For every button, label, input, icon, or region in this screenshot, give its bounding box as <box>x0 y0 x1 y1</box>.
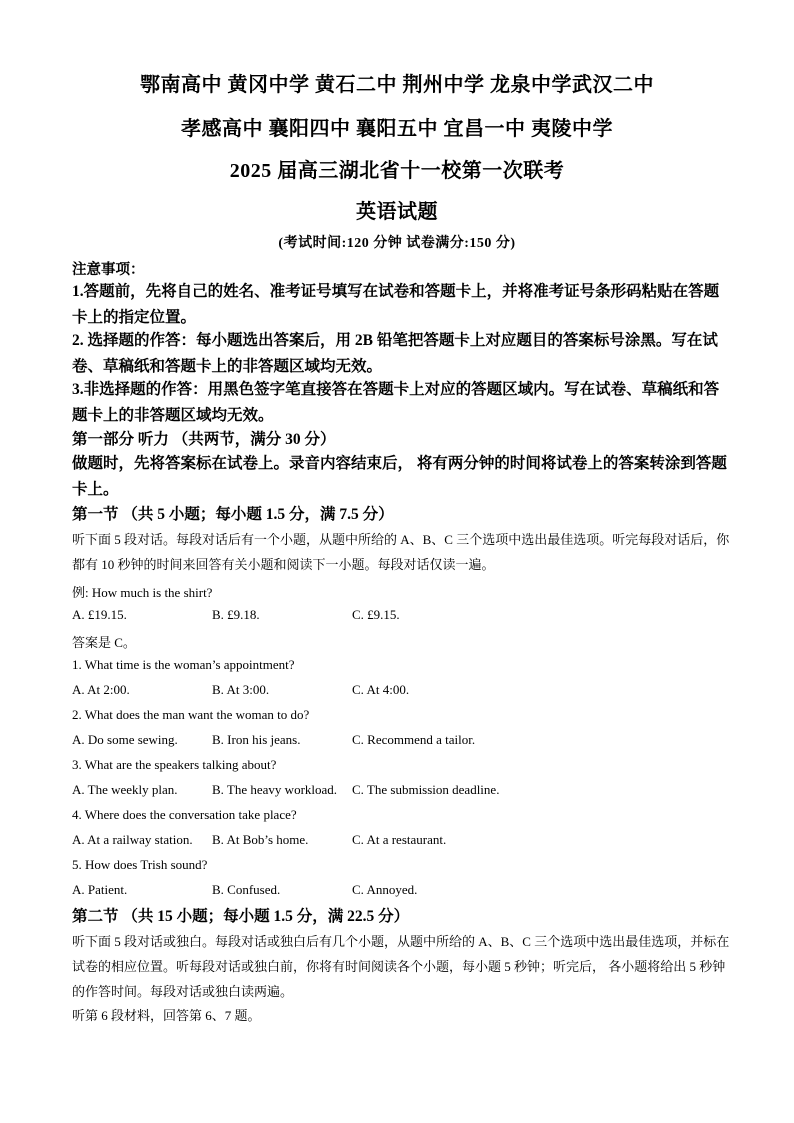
question-4: 4. Where does the conversation take place? <box>72 807 297 822</box>
notice-item-3: 3.非选择题的作答：用黑色签字笔直接答在答题卡上对应的答题区域内。写在试卷、草稿纸和答题卡上的非答题区域均无效。 <box>72 381 720 424</box>
q3-option-c: C. The submission deadline. <box>352 782 500 797</box>
example-option-a: A. £19.15. <box>72 607 127 622</box>
q4-option-a: A. At a railway station. <box>72 832 193 847</box>
q4-option-c: C. At a restaurant. <box>352 832 447 847</box>
q5-option-c: C. Annoyed. <box>352 882 418 897</box>
q1-option-c: C. At 4:00. <box>352 682 410 697</box>
q3-option-a: A. The weekly plan. <box>72 782 178 797</box>
example-option-c: C. £9.15. <box>352 607 400 622</box>
q1-option-a: A. At 2:00. <box>72 682 130 697</box>
section2-material: 听第 6 段材料，回答第 6、7 题。 <box>72 1008 261 1023</box>
part1-note: 做题时，先将答案标在试卷上。录音内容结束后， 将有两分钟的时间将试卷上的答案转涂到答题卡上。 <box>72 455 727 498</box>
schools-line-2: 孝感高中 襄阳四中 襄阳五中 宜昌一中 夷陵中学 <box>181 118 613 140</box>
question-2: 2. What does the man want the woman to do? <box>72 707 310 722</box>
question-1: 1. What time is the woman’s appointment? <box>72 657 295 672</box>
q5-option-a: A. Patient. <box>72 882 128 897</box>
q2-option-c: C. Recommend a tailor. <box>352 732 476 747</box>
q1-option-b: B. At 3:00. <box>212 682 270 697</box>
part1-title: 第一部分 听力 （共两节，满分 30 分） <box>72 431 336 448</box>
exam-title: 2025 届高三湖北省十一校第一次联考 <box>229 160 565 182</box>
notice-item-2: 2. 选择题的作答：每小题选出答案后，用 2B 铅笔把答题卡上对应题目的答案标号涂黑。写在试卷、草稿纸和答题卡上的非答题区域均无效。 <box>72 332 718 375</box>
exam-time-info: (考试时间:120 分钟 试卷满分:150 分) <box>278 236 516 251</box>
section2-title: 第二节 （共 15 小题；每小题 1.5 分，满 22.5 分） <box>72 908 410 925</box>
q3-option-b: B. The heavy workload. <box>212 782 338 797</box>
q4-option-b: B. At Bob’s home. <box>212 832 309 847</box>
section2-instruction: 听下面 5 段对话或独白。每段对话或独白后有几个小题，从题中所给的 A、B、C 三个选项中选出最佳选项，并标在试卷的相应位置。听每段对话或独白前，你将有时间阅读各个小题，每小题 5 秒钟；听完后， 各小题将给出 5 秒钟的作答时间。每段对话或独白读两遍。 <box>72 934 730 999</box>
question-5: 5. How does Trish sound? <box>72 857 208 872</box>
question-3: 3. What are the speakers talking about? <box>72 757 277 772</box>
q2-option-b: B. Iron his jeans. <box>212 732 301 747</box>
q5-option-b: B. Confused. <box>212 882 281 897</box>
example-answer: 答案是 C。 <box>72 635 136 650</box>
q2-option-a: A. Do some sewing. <box>72 732 178 747</box>
notice-title: 注意事项： <box>72 262 145 278</box>
example-option-b: B. £9.18. <box>212 607 260 622</box>
schools-line-1: 鄂南高中 黄冈中学 黄石二中 荆州中学 龙泉中学武汉二中 <box>140 74 654 96</box>
subject-title: 英语试题 <box>356 201 438 223</box>
notice-item-1: 1.答题前，先将自己的姓名、准考证号填写在试卷和答题卡上，并将准考证号条形码粘贴在答题卡上的指定位置。 <box>72 283 720 326</box>
example-question: 例: How much is the shirt? <box>72 585 213 600</box>
section1-title: 第一节 （共 5 小题；每小题 1.5 分，满 7.5 分） <box>72 506 394 523</box>
section1-instruction: 听下面 5 段对话。每段对话后有一个小题，从题中所给的 A、B、C 三个选项中选出最佳选项。听完每段对话后，你都有 10 秒钟的时间来回答有关小题和阅读下一小题。每段对话仅读一遍。 <box>72 532 730 572</box>
